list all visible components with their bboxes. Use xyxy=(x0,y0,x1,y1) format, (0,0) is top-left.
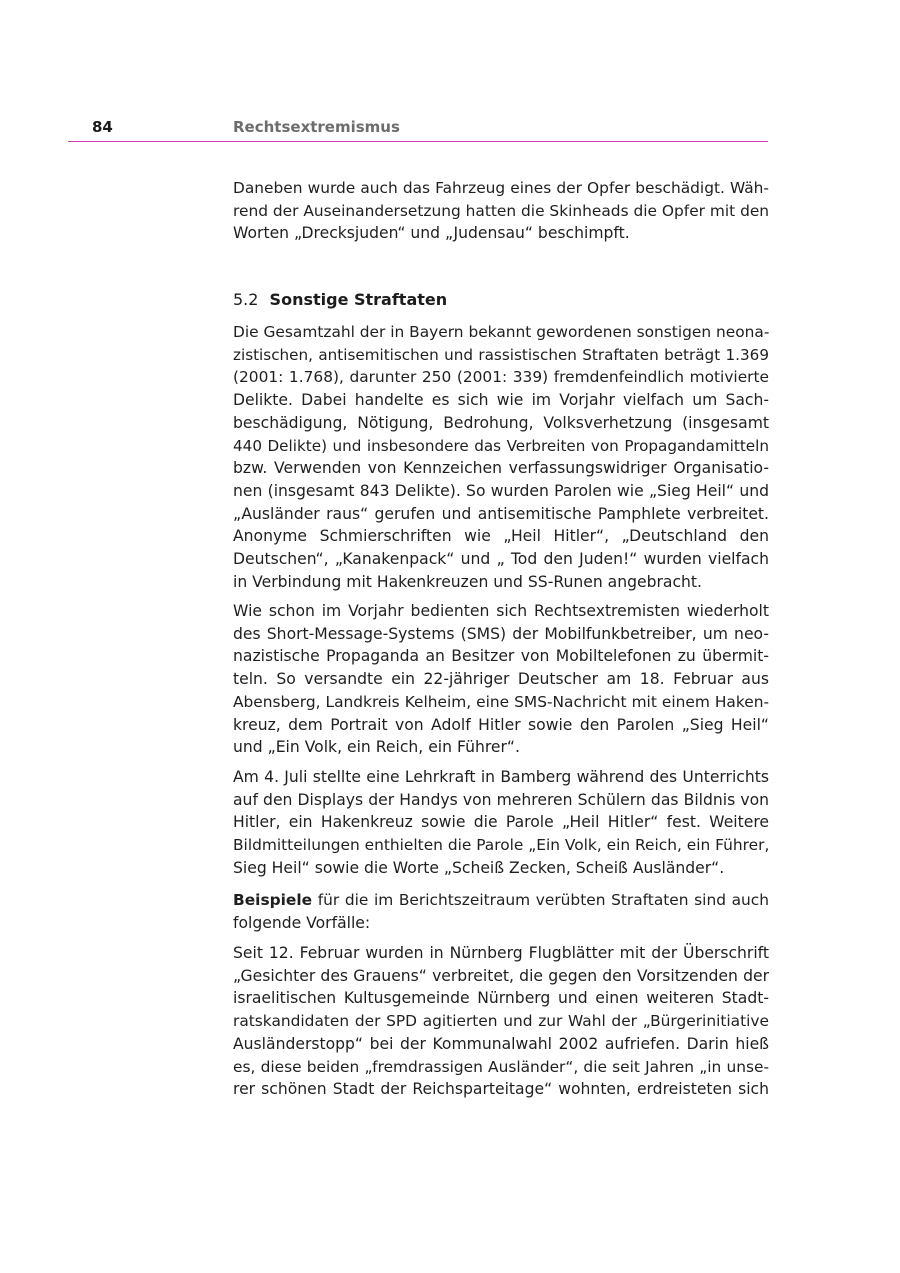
text-line: in Verbindung mit Hakenkreuzen und SS-Runen angebracht. xyxy=(233,572,702,591)
page-number: 84 xyxy=(92,118,113,136)
text-line: Hitler, ein Hakenkreuz sowie die Parole „Heil Hitler“ fest. Weitere xyxy=(233,813,769,832)
text-line: Seit 12. Februar wurden in Nürnberg Flugblätter mit der Überschrift xyxy=(233,944,769,962)
text-line: rend der Auseinandersetzung hatten die Skinheads die Opfer mit den xyxy=(233,201,770,220)
text-line: Daneben wurde auch das Fahrzeug eines der Opfer beschädigt. Wäh- xyxy=(233,179,769,197)
section-title: Sonstige Straftaten xyxy=(269,290,448,309)
text-line: teln. So versandte ein 22-jähriger Deutscher am 18. Februar aus xyxy=(233,670,769,689)
paragraph xyxy=(233,766,769,880)
paragraph xyxy=(233,889,769,934)
text-line: (2001: 1.768), darunter 250 (2001: 339) fremdenfeindlich motivierte xyxy=(233,368,769,387)
text-line: folgende Vorfälle: xyxy=(233,913,371,932)
text-line: nen (insgesamt 843 Delikte). So wurden Parolen wie „Sieg Heil“ und xyxy=(233,481,769,500)
text-line: es, diese beiden „fremdrassigen Ausländer“, die seit Jahren „in unse- xyxy=(233,1057,769,1076)
text-line: Sieg Heil“ sowie die Worte „Scheiß Zecken, Scheiß Ausländer“. xyxy=(233,858,725,877)
text-line: Delikte. Dabei handelte es sich wie im Vorjahr vielfach um Sach- xyxy=(233,391,769,410)
text-line: Anonyme Schmierschriften wie „Heil Hitler“, „Deutschland den xyxy=(233,527,769,546)
text-line: zistischen, antisemitischen und rassistischen Straftaten beträgt 1.369 xyxy=(233,345,769,364)
text-line: Wie schon im Vorjahr bedienten sich Rechtsextremisten wiederholt xyxy=(233,602,769,620)
text-line: „Ausländer raus“ gerufen und antisemitische Pamphlete verbreitet. xyxy=(233,504,769,523)
bold-lead-word: Beispiele xyxy=(233,891,313,909)
text-line: bzw. Verwenden von Kennzeichen verfassungswidriger Organisatio- xyxy=(233,459,769,478)
text-line: nazistische Propaganda an Besitzer von Mobiltelefonen zu übermit- xyxy=(233,647,769,666)
paragraph xyxy=(233,600,769,759)
intro-paragraph xyxy=(233,177,769,245)
section-heading xyxy=(233,290,447,309)
text-line: und „Ein Volk, ein Reich, ein Führer“. xyxy=(233,738,520,757)
text-line: kreuz, dem Portrait von Adolf Hitler sowie den Parolen „Sieg Heil“ xyxy=(233,715,769,734)
text-line: rer schönen Stadt der Reichsparteitage“ wohnten, erdreisteten sich xyxy=(233,1080,769,1099)
paragraph xyxy=(233,942,769,1101)
text-line xyxy=(233,889,769,912)
text-line: Die Gesamtzahl der in Bayern bekannt gewordenen sonstigen neona- xyxy=(233,323,770,341)
text-line: 440 Delikte) und insbesondere das Verbreiten von Propagandamitteln xyxy=(233,436,769,455)
text-line: israelitischen Kultusgemeinde Nürnberg und einen weiteren Stadt- xyxy=(233,989,769,1008)
text-line: beschädigung, Nötigung, Bedrohung, Volksverhetzung (insgesamt xyxy=(233,413,769,432)
running-title: Rechtsextremismus xyxy=(233,118,400,136)
header-rule xyxy=(68,141,768,142)
text-line: Am 4. Juli stellte eine Lehrkraft in Bamberg während des Unterrichts xyxy=(233,768,769,786)
paragraph xyxy=(233,321,769,593)
text-line: Worten „Drecksjuden“ und „Judensau“ beschimpft. xyxy=(233,224,630,243)
text-line: Bildmitteilungen enthielten die Parole „Ein Volk, ein Reich, ein Führer, xyxy=(233,836,770,855)
text-line: Abensberg, Landkreis Kelheim, eine SMS-Nachricht mit einem Haken- xyxy=(233,692,769,711)
text-line: „Gesichter des Grauens“ verbreitet, die gegen den Vorsitzenden der xyxy=(233,966,769,985)
section-number: 5.2 xyxy=(233,290,259,309)
text-line: ratskandidaten der SPD agitierten und zur Wahl der „Bürgerinitiative xyxy=(233,1012,769,1031)
text-fragment: für die im Berichtszeitraum verübten Straftaten sind auch xyxy=(312,891,769,909)
text-line: Deutschen“, „Kanakenpack“ und „ Tod den Juden!“ wurden vielfach xyxy=(233,550,769,569)
text-line: des Short-Message-Systems (SMS) der Mobilfunkbetreiber, um neo- xyxy=(233,624,769,643)
text-line: auf den Displays der Handys von mehreren Schülern das Bildnis von xyxy=(233,790,769,809)
text-line: Ausländerstopp“ bei der Kommunalwahl 2002 aufriefen. Darin hieß xyxy=(233,1034,769,1053)
